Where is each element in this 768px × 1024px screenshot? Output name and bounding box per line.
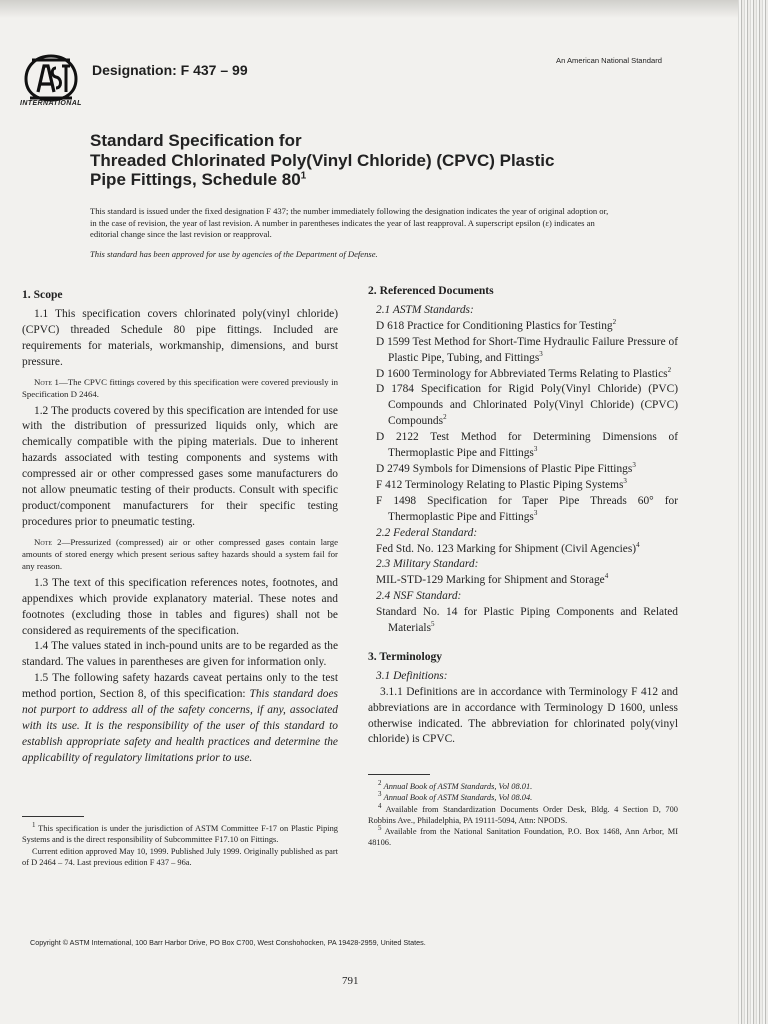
note-2-text: —Pressurized (compressed) air or other compressed gases contain large amounts of stored energy which present serious saftey hazards should a system fail for any reason. — [22, 536, 338, 571]
paragraph-3-1-1: 3.1.1 Definitions are in accordance with Terminology F 412 and abbreviations are in accordance with Terminology D 1600, unless otherwise indicated. The abbreviation for chlorinated poly(vinyl chloride) is CPVC. — [368, 685, 678, 746]
astm-standard-item — [368, 430, 678, 462]
note-2-label: Note 2 — [34, 536, 62, 547]
astm-standard-fn: 3 — [533, 508, 538, 517]
section-heading-terminology: 3. Terminology — [368, 649, 443, 663]
scan-edge — [738, 0, 768, 1024]
astm-standard-text: D 1599 Test Method for Short-Time Hydraulic Failure Pressure of Plastic Pipe, Tubing, and Fittings — [376, 335, 678, 364]
title-line-3 — [90, 170, 650, 190]
astm-standard-text: D 618 Practice for Conditioning Plastics for Testing — [376, 319, 613, 332]
page-number: 791 — [342, 975, 359, 987]
footnote-1-edition: Current edition approved May 10, 1999. Published July 1999. Originally published as part of D 2464 – 74. Last previous edition F 437 – 96a. — [22, 846, 338, 867]
federal-standard-fn: 4 — [636, 540, 640, 549]
dod-approval-statement: This standard has been approved for use by agencies of the Department of Defense. — [90, 249, 378, 259]
copyright-line: Copyright © ASTM International, 100 Barr Harbor Drive, PO Box C700, West Conshohocken, PA 19428-2959, United States. — [30, 938, 426, 947]
astm-standard-text: D 2749 Symbols for Dimensions of Plastic Pipe Fittings — [376, 462, 633, 475]
footnote-mark: 3 — [378, 790, 382, 799]
astm-standard-item — [368, 462, 678, 478]
scan-shadow — [0, 0, 768, 18]
federal-standard-text: Fed Std. No. 123 Marking for Shipment (Civil Agencies) — [376, 542, 637, 555]
astm-standard-text: D 2122 Test Method for Determining Dimensions of Thermoplastic Pipe and Fittings — [376, 431, 678, 460]
title-line-2: Threaded Chlorinated Poly(Vinyl Chloride) (CPVC) Plastic — [90, 150, 555, 170]
astm-standards-list — [368, 319, 678, 526]
nsf-standard-item — [368, 605, 678, 637]
footnote-text: Available from Standardization Documents Order Desk, Bldg. 4 Section D, 700 Robbins Ave., Philadelphia, PA 19111-5094, Attn: NPODS. — [368, 804, 678, 825]
paragraph-1-5 — [22, 671, 338, 766]
note-1 — [22, 376, 338, 400]
military-standard-text: MIL-STD-129 Marking for Shipment and Storage — [376, 574, 605, 587]
logo-caption: INTERNATIONAL — [20, 100, 82, 107]
astm-standard-text: F 412 Terminology Relating to Plastic Piping Systems — [376, 478, 624, 491]
federal-standard-item — [368, 542, 678, 558]
footnote-list-right — [368, 781, 678, 849]
paragraph-1-5-text: 1.5 The following safety hazards caveat pertains only to the test method portion, Section 8, of this specification: — [22, 672, 338, 701]
footnote-5 — [368, 826, 678, 849]
footnote-rule-right — [368, 774, 430, 775]
right-column — [368, 283, 678, 748]
astm-standard-item — [368, 335, 678, 367]
astm-standard-fn: 3 — [623, 477, 627, 486]
subheading-nsf-standard: 2.4 NSF Standard: — [376, 590, 462, 603]
astm-standard-fn: 2 — [612, 318, 617, 327]
subheading-military-standard: 2.3 Military Standard: — [376, 558, 479, 571]
paragraph-1-2: 1.2 The products covered by this specification are intended for use with the distribution of pressurized liquids only, which are chemically compatible with the piping materials. Due to inherent hazards associated with testing components and systems with compressed air or other compressed gases some manufacturers do not allow pneumatic testing of their products. Consult with specific product/component manufacturers for their specific testing procedures prior to pneumatic testing. — [22, 404, 338, 528]
footnote-4 — [368, 801, 678, 827]
left-footnotes — [22, 800, 338, 868]
footnote-mark: 4 — [378, 801, 382, 810]
astm-standard-item — [368, 478, 678, 494]
military-standard-fn: 4 — [604, 572, 609, 581]
nsf-standard-text: Standard No. 14 for Plastic Piping Components and Related Materials — [376, 606, 678, 635]
footnote-2 — [368, 781, 678, 792]
astm-standard-item — [368, 367, 678, 383]
astm-standard-fn: 2 — [443, 413, 447, 422]
footnote-1-text: This specification is under the jurisdiction of ASTM Committee F-17 on Plastic Piping Systems and is the direct responsibility of Subcommittee F17.10 on Fittings. — [22, 824, 338, 845]
paragraph-1-4: 1.4 The values stated in inch-pound units are to be regarded as the standard. The values in parentheses are given for information only. — [22, 640, 338, 669]
paragraph-1-1: 1.1 This specification covers chlorinated poly(vinyl chloride) (CPVC) threaded Schedule 80 pipe fittings. Included are requirements for materials, workmanship, dimensions, and burst pressure. — [22, 307, 338, 368]
astm-standard-text: D 1784 Specification for Rigid Poly(Vinyl Chloride) (PVC) Compounds and Chlorinated Poly(Vinyl Chloride) (CPVC) Compounds — [376, 383, 678, 428]
astm-standard-text: F 1498 Specification for Taper Pipe Threads 60° for Thermoplastic Pipe and Fittings — [376, 494, 678, 523]
footnote-mark: 5 — [378, 824, 382, 833]
footnote-text: Annual Book of ASTM Standards, Vol 08.01. — [383, 782, 533, 791]
paragraph-1-3: 1.3 The text of this specification references notes, footnotes, and appendixes which provide explanatory material. These notes and footnotes (excluding those in tables and figures) shall not be considered as requirements of the specification. — [22, 576, 338, 637]
astm-standard-item — [368, 319, 678, 335]
subheading-federal-standard: 2.2 Federal Standard: — [376, 526, 478, 539]
nsf-standard-fn: 5 — [431, 620, 435, 629]
safety-caveat: This standard does not purport to address all of the safety concerns, if any, associated with its use. It is the responsibility of the user of this standard to establish appropriate safety and health practices and determine the applicability of regulatory limitations prior to use. — [22, 688, 338, 764]
footnote-1-mark: 1 — [32, 821, 36, 830]
subheading-definitions: 3.1 Definitions: — [376, 669, 448, 682]
footnote-3 — [368, 792, 678, 803]
right-footnotes — [368, 774, 678, 849]
designation: Designation: F 437 – 99 — [92, 62, 248, 78]
left-column — [22, 287, 338, 767]
astm-standard-fn: 3 — [533, 445, 538, 454]
title-line-1: Standard Specification for — [90, 131, 302, 150]
note-1-label: Note 1 — [34, 376, 59, 387]
footnote-rule — [22, 816, 84, 817]
footnote-text: Available from the National Sanitation Foundation, P.O. Box 1468, Ann Arbor, MI 48106. — [368, 827, 678, 848]
astm-standard-text: D 1600 Terminology for Abbreviated Terms Relating to Plastics — [376, 367, 668, 380]
footnote-text: Annual Book of ASTM Standards, Vol 08.04. — [383, 793, 533, 803]
document-title — [90, 131, 650, 190]
note-2 — [22, 536, 338, 572]
astm-standard-fn: 2 — [667, 365, 672, 374]
issuance-statement: This standard is issued under the fixed designation F 437; the number immediately following the designation indicates the year of original adoption or, in the case of revision, the year of last revision. A number in parentheses indicates the year of last reapproval. A superscript epsilon (ε) indicates an editorial change since the last revision or reapproval. — [90, 206, 609, 239]
section-heading-scope: 1. Scope — [22, 288, 63, 301]
note-1-text: —The CPVC fittings covered by this specification were covered previously in Specification D 2464. — [22, 376, 338, 399]
military-standard-item — [368, 573, 678, 589]
subheading-astm-standards: 2.1 ASTM Standards: — [376, 303, 474, 316]
section-heading-referenced-documents: 2. Referenced Documents — [368, 284, 494, 297]
astm-standard-item — [368, 494, 678, 526]
astm-standard-fn: 3 — [539, 349, 543, 358]
footnote-mark: 2 — [378, 779, 382, 788]
title-line-3-text: Pipe Fittings, Schedule 80 — [90, 170, 301, 189]
astm-standard-item — [368, 382, 678, 430]
title-footnote-ref: 1 — [300, 170, 307, 182]
footnote-1 — [22, 823, 338, 846]
astm-standard-fn: 3 — [632, 461, 636, 470]
national-standard-label: An American National Standard — [556, 56, 662, 65]
